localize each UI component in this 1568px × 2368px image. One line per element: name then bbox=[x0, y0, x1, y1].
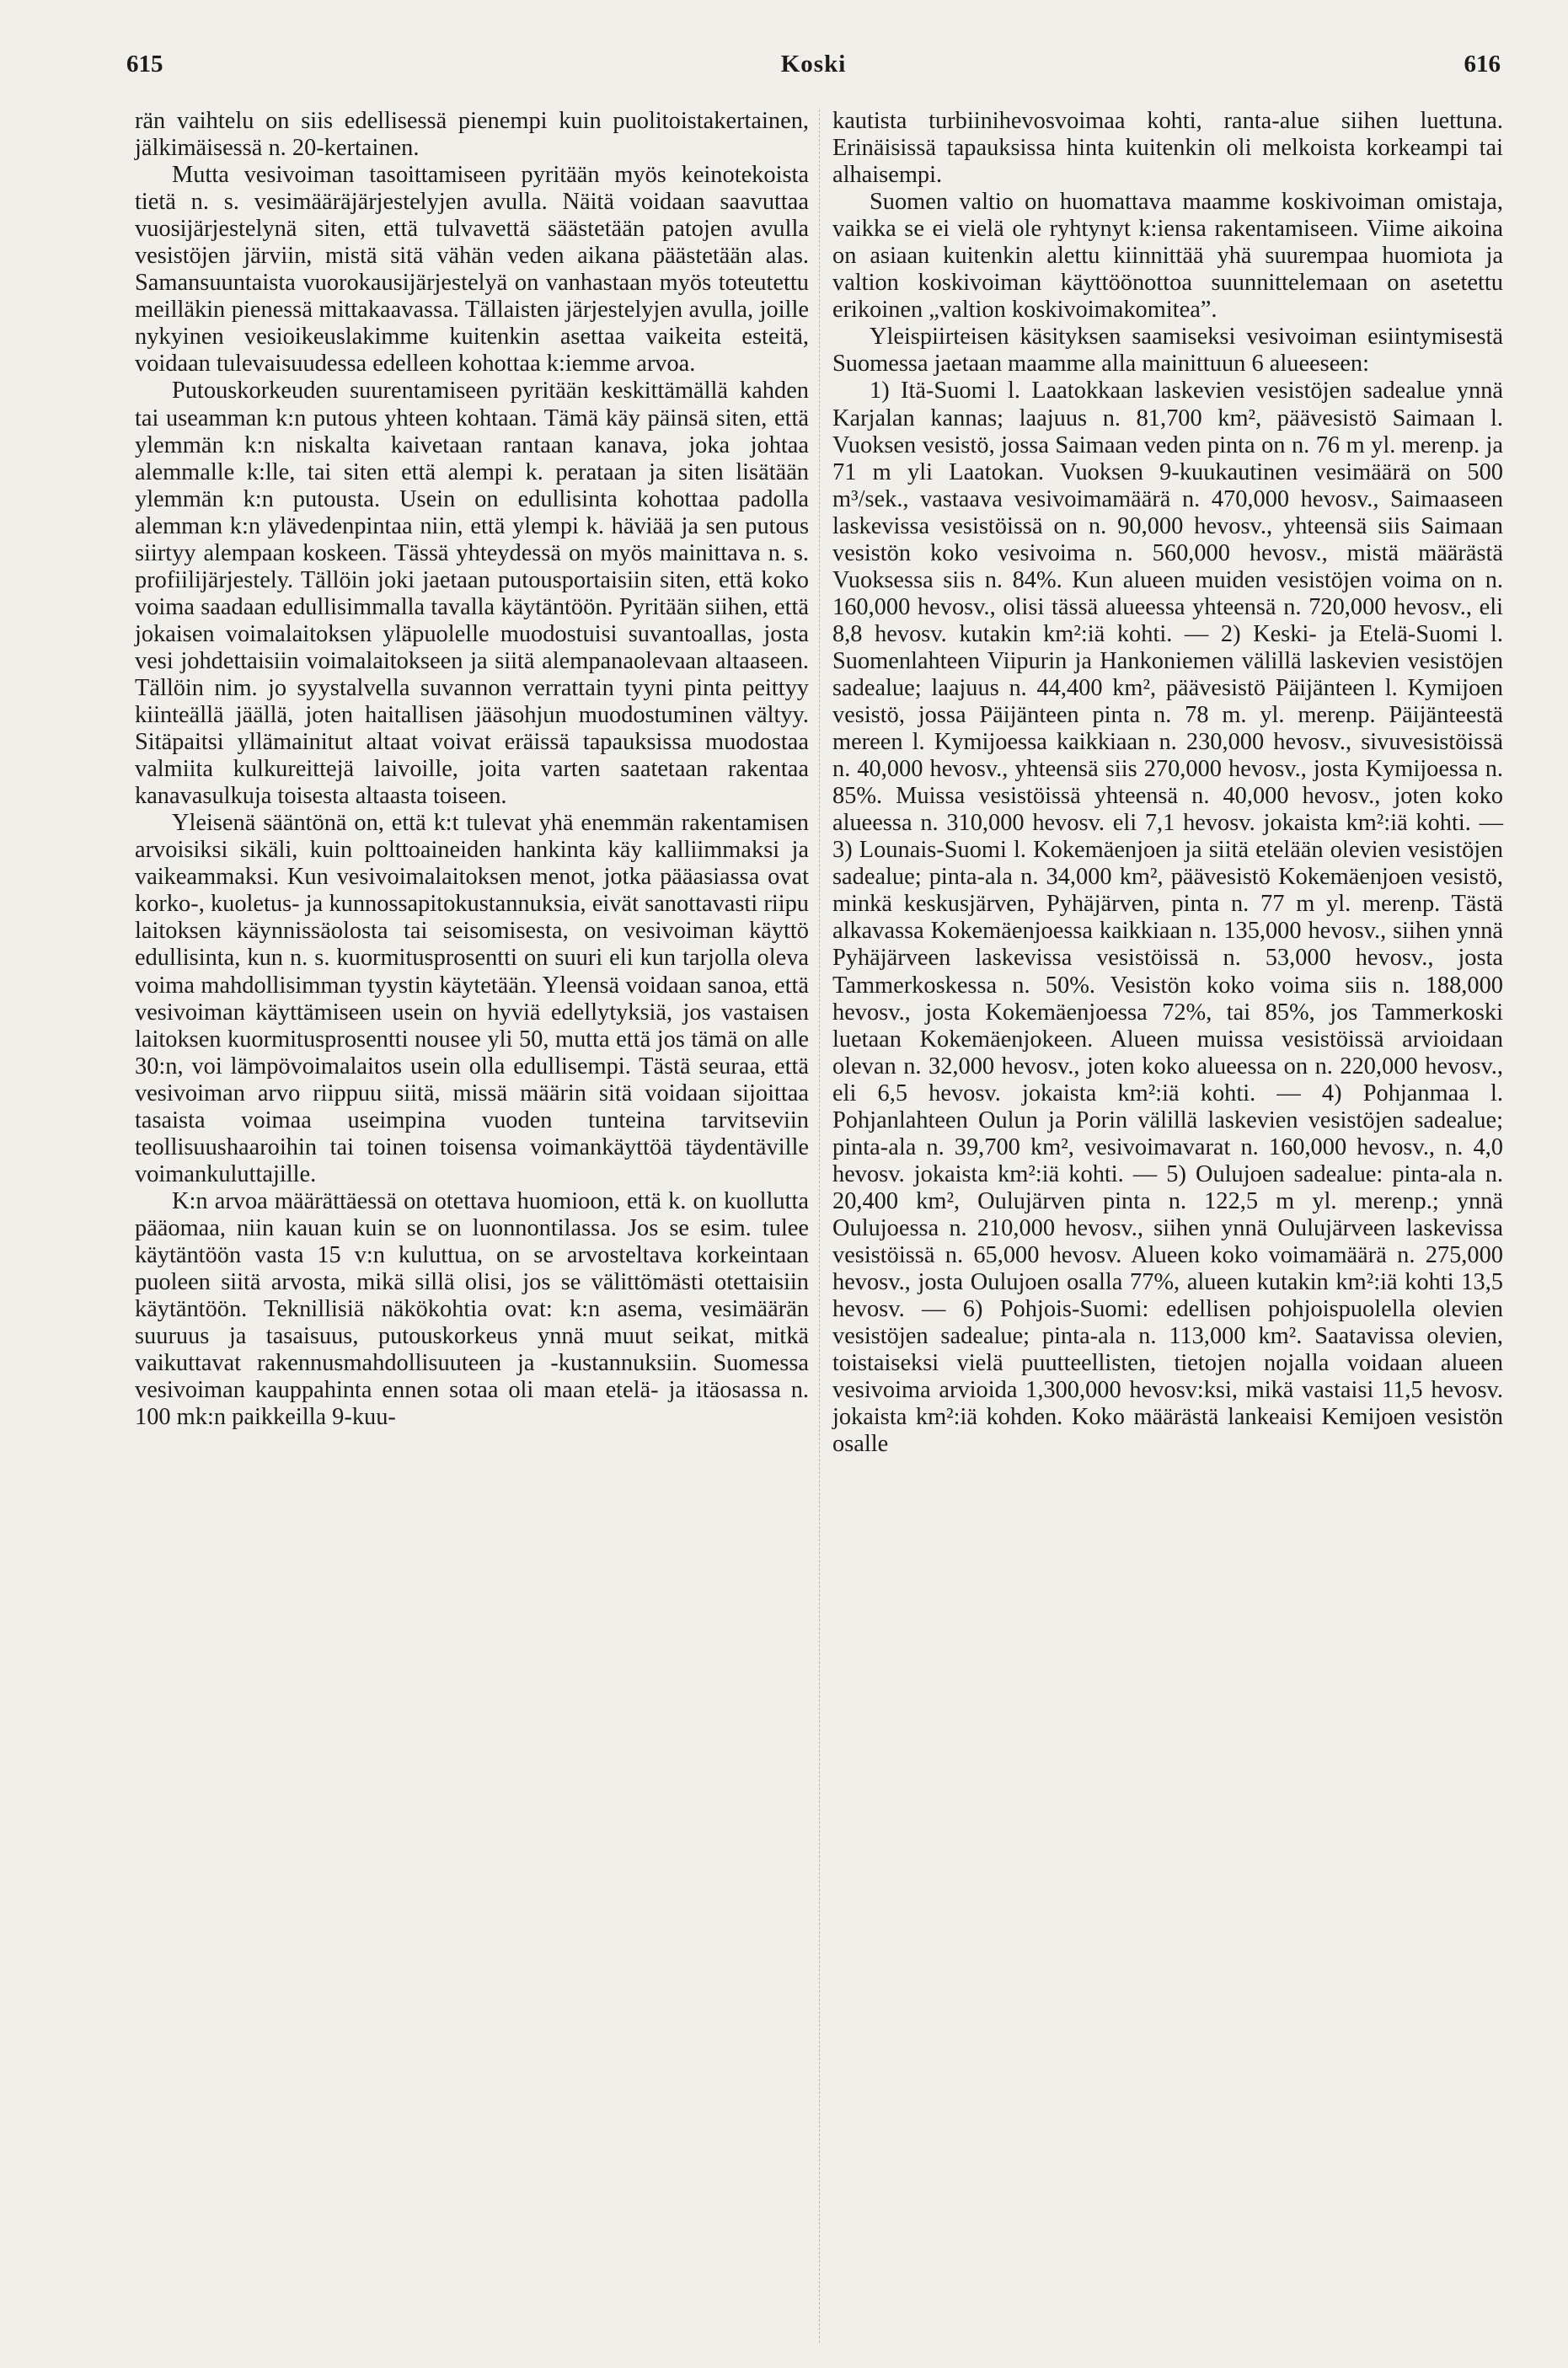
paragraph: Mutta vesivoiman tasoittamiseen pyritään myös keinotekoista tietä n. s. vesimääräjärjestelyjen avulla. Näitä voidaan saavuttaa vuosijärjestelynä siten, että tulvavettä säästetään patojen avulla vesistöjen järviin, mistä sitä vähän veden aikana päästetään alas. Samansuuntaista vuorokausijärjestelyä on vanhastaan myös toteutettu meilläkin pienessä mittakaavassa. Tällaisten järjestelyjen avulla, joille nykyinen vesioikeuslakimme kuitenkin asettaa vaikeita esteitä, voidaan tulevaisuudessa edelleen kohottaa k:iemme arvoa. bbox=[135, 162, 809, 378]
page-number-left: 615 bbox=[126, 51, 163, 78]
right-column bbox=[832, 108, 1503, 1458]
paragraph: Putouskorkeuden suurentamiseen pyritään keskittämällä kahden tai useamman k:n putous yhteen kohtaan. Tämä käy päinsä siten, että ylemmän k:n niskalta kaivetaan rantaan kanava, joka johtaa alemmalle k:lle, tai siten että alempi k. perataan ja siten lisätään ylemmän k:n putousta. Usein on edullisinta kohottaa padolla alemman k:n ylävedenpintaa niin, että ylempi k. häviää ja sen putous siirtyy alempaan koskeen. Tässä yhteydessä on myös mainittava n. s. profiilijärjestely. Tällöin joki jaetaan putousportaisiin siten, että koko voima saadaan edullisimmalla tavalla käytäntöön. Pyritään siihen, että jokaisen voimalaitoksen yläpuolelle muodostuisi suvantoallas, josta vesi johdettaisiin voimalaitokseen ja siitä alempanaolevaan altaaseen. Tällöin nim. jo syystalvella suvannon verrattain tyyni pinta peittyy kiinteällä jäällä, joten haitallisen jääsohjun muodostuminen vältyy. Sitäpaitsi yllämainitut altaat voivat eräissä tapauksissa muodostaa valmiita kulkureittejä laivoille, joita varten saatetaan rakentaa kanavasulkuja toisesta altaasta toiseen. bbox=[135, 378, 809, 810]
paragraph: rän vaihtelu on siis edellisessä pienempi kuin puolitoistakertainen, jälkimäisessä n. 20-kertainen. bbox=[135, 108, 809, 162]
paragraph: Yleispiirteisen käsityksen saamiseksi vesivoiman esiintymisestä Suomessa jaetaan maamme alla mainittuun 6 alueeseen: bbox=[832, 324, 1503, 378]
page-header bbox=[126, 51, 1501, 84]
page-number-right: 616 bbox=[1464, 51, 1501, 78]
left-column bbox=[135, 108, 809, 1431]
running-title: Koski bbox=[780, 51, 847, 78]
paragraph: Suomen valtio on huomattava maamme koskivoiman omistaja, vaikka se ei vielä ole ryhtynyt k:iensa rakentamiseen. Viime aikoina on asiaan kuitenkin alettu kiinnittää yhä suurempaa huomiota ja valtion koskivoiman käyttöönottoa suunnittelemaan on asetettu erikoinen „valtion koskivoimakomitea”. bbox=[832, 189, 1503, 324]
paragraph: K:n arvoa määrättäessä on otettava huomioon, että k. on kuollutta pääomaa, niin kauan kuin se on luonnontilassa. Jos se esim. tulee käytäntöön vasta 15 v:n kuluttua, on se arvosteltava korkeintaan puoleen siitä arvosta, mikä sillä olisi, jos se välittömästi otettaisiin käytäntöön. Teknillisiä näkökohtia ovat: k:n asema, vesimäärän suuruus ja tasaisuus, putouskorkeus ynnä muut seikat, mitkä vaikuttavat rakennusmahdollisuuteen ja -kustannuksiin. Suomessa vesivoiman kauppahinta ennen sotaa oli maan etelä- ja itäosassa n. 100 mk:n paikkeilla 9-kuu- bbox=[135, 1187, 809, 1431]
paragraph: kautista turbiinihevosvoimaa kohti, ranta-alue siihen luettuna. Erinäisissä tapauksissa hinta kuitenkin oli melkoista korkeampi tai alhaisempi. bbox=[832, 108, 1503, 189]
paragraph: Yleisenä sääntönä on, että k:t tulevat yhä enemmän rakentamisen arvoisiksi sikäli, kuin polttoaineiden hankinta käy kalliimmaksi ja vaikeammaksi. Kun vesivoimalaitoksen menot, jotka pääasiassa ovat korko-, kuoletus- ja kunnossapitokustannuksia, eivät sanottavasti riipu laitoksen käynnissäolosta tai seisomisesta, on vesivoiman käyttö edullisinta, kun n. s. kuormitusprosentti on suuri eli kun tarjolla oleva voima mahdollisimman tyystin käytetään. Yleensä voidaan sanoa, että vesivoiman käyttämiseen usein on hyviä edellytyksiä, jos vastaisen laitoksen kuormitusprosentti nousee yli 50, mutta että jos tämä on alle 30:n, voi lämpövoimalaitos usein olla edullisempi. Tästä seuraa, että vesivoiman arvo riippuu siitä, missä määrin sitä voidaan sijoittaa tasaista voimaa useimpina vuoden tunteina tarvitseviin teollisuushaaroihin tai toinen toisensa voimankäyttöä täydentäville voimankuluttajille. bbox=[135, 810, 809, 1187]
column-divider bbox=[819, 110, 821, 2343]
paragraph: 1) Itä-Suomi l. Laatokkaan laskevien vesistöjen sadealue ynnä Karjalan kannas; laajuus n. 81,700 km², päävesistö Saimaan l. Vuoksen vesistö, jossa Saimaan veden pinta on n. 76 m yl. merenp. ja 71 m yli Laatokan. Vuoksen 9-kuukautinen vesimäärä on 500 m³/sek., vastaava vesivoimamäärä n. 470,000 hevosv., Saimaaseen laskevissa vesistöissä on n. 90,000 hevosv., yhteensä siis Saimaan vesistön koko vesivoima n. 560,000 hevosv., mistä määrästä Vuoksessa siis n. 84%. Kun alueen muiden vesistöjen voima on n. 160,000 hevosv., olisi tässä alueessa yhteensä n. 720,000 hevosv., eli 8,8 hevosv. kutakin km²:iä kohti. — 2) Keski- ja Etelä-Suomi l. Suomenlahteen Viipurin ja Hankoniemen välillä laskevien vesistöjen sadealue; laajuus n. 44,400 km², päävesistö Päijänteen l. Kymijoen vesistö, jossa Päijänteen pinta n. 78 m. yl. merenp. Päijänteestä mereen l. Kymijoessa kaikkiaan n. 230,000 hevosv., sivuvesistöissä n. 40,000 hevosv., yhteensä siis 270,000 hevosv., josta Kymijoessa n. 85%. Muissa vesistöissä yhteensä n. 40,000 hevosv., joten koko alueessa n. 310,000 hevosv. eli 7,1 hevosv. jokaista km²:iä kohti. — 3) Lounais-Suomi l. Kokemäenjoen ja siitä etelään olevien vesistöjen sadealue; pinta-ala n. 34,000 km², päävesistö Kokemäenjoen vesistö, minkä keskusjärven, Pyhäjärven, pinta n. 77 m yl. merenp. Tästä alkavassa Kokemäenjoessa kaikkiaan n. 135,000 hevosv., siihen ynnä Pyhäjärveen laskevissa vesistöissä n. 53,000 hevosv., josta Tammerkoskessa n. 50%. Vesistön koko voima siis n. 188,000 hevosv., josta Kokemäenjoessa 72%, tai 85%, jos Tammerkoski luetaan Kokemäenjokeen. Alueen muissa vesistöissä arvioidaan olevan n. 32,000 hevosv., joten koko alueessa on n. 220,000 hevosv., eli 6,5 hevosv. jokaista km²:iä kohti. — 4) Pohjanmaa l. Pohjanlahteen Oulun ja Porin välillä laskevien vesistöjen sadealue; pinta-ala n. 39,700 km², vesivoimavarat n. 160,000 hevosv., n. 4,0 hevosv. jokaista km²:iä kohti. — 5) Oulujoen sadealue: pinta-ala n. 20,400 km², Oulujärven pinta n. 122,5 m yl. merenp.; ynnä Oulujoessa n. 210,000 hevosv., siihen ynnä Oulujärveen laskevissa vesistöissä n. 65,000 hevosv. Alueen koko voimamäärä n. 275,000 hevosv., josta Oulujoen osalla 77%, alueen kutakin km²:iä kohti 13,5 hevosv. — 6) Pohjois-Suomi: edellisen pohjoispuolella olevien vesistöjen sadealue; pinta-ala n. 113,000 km². Saatavissa olevien, toistaiseksi vielä puutteellisten, tietojen nojalla voidaan alueen vesivoima arvioida 1,300,000 hevosv:ksi, mikä vastaisi 11,5 hevosv. jokaista km²:iä kohden. Koko määrästä lankeaisi Kemijoen vesistön osalle bbox=[832, 378, 1503, 1458]
